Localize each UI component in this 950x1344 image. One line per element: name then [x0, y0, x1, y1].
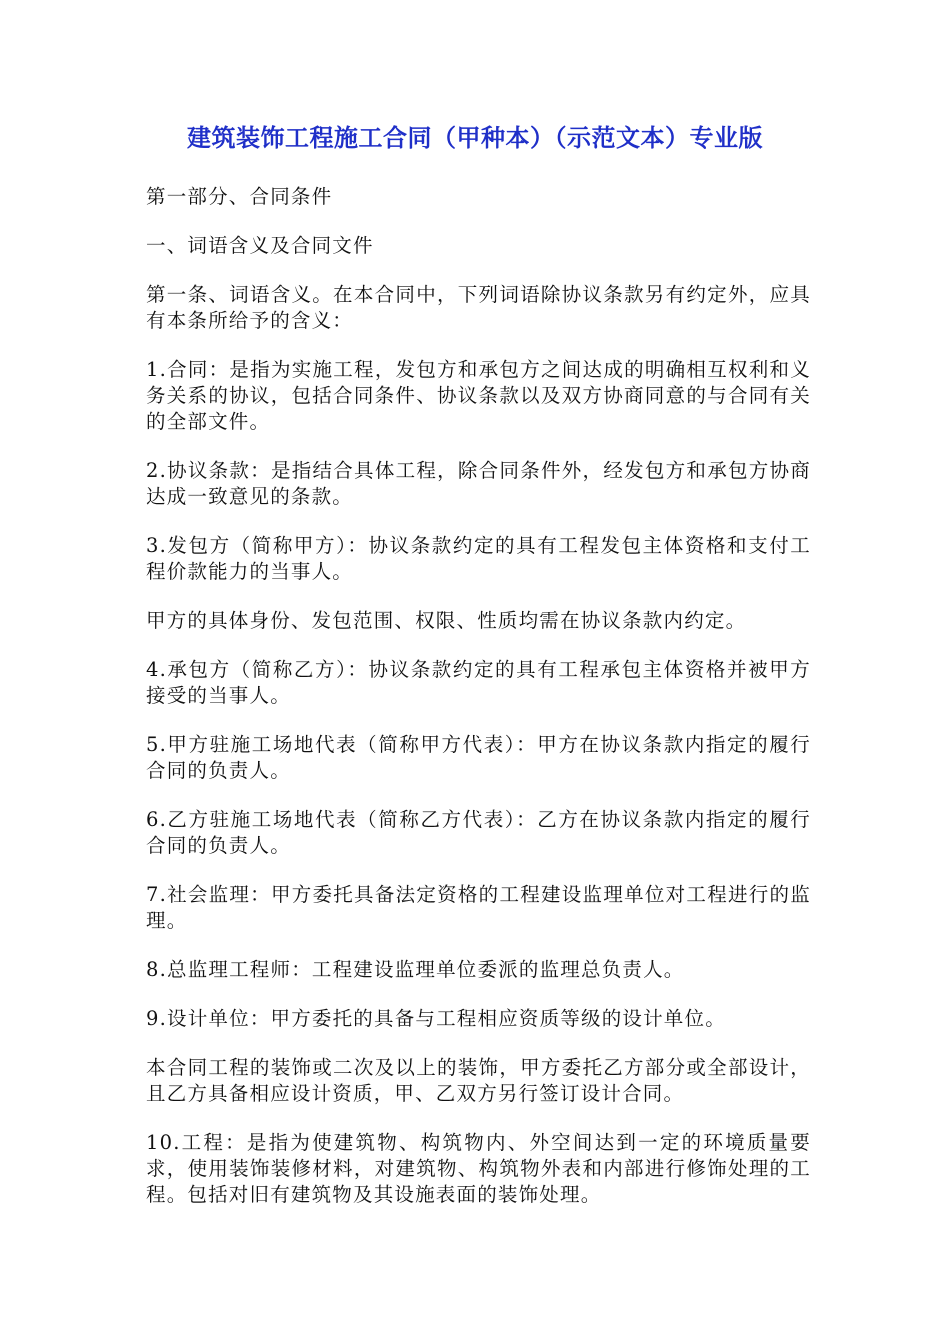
document-body [146, 184, 811, 1231]
definition-item: 5.甲方驻施工场地代表（简称甲方代表）：甲方在协议条款内指定的履行合同的负责人。 [146, 733, 811, 782]
definition-item: 2.协议条款：是指结合具体工程，除合同条件外，经发包方和承包方协商达成一致意见的条款。 [146, 459, 811, 508]
definition-item: 6.乙方驻施工场地代表（简称乙方代表）：乙方在协议条款内指定的履行合同的负责人。 [146, 808, 811, 857]
definition-item: 8.总监理工程师：工程建设监理单位委派的监理总负责人。 [146, 958, 685, 981]
definition-item: 7.社会监理：甲方委托具备法定资格的工程建设监理单位对工程进行的监理。 [146, 883, 811, 932]
definition-item: 3.发包方（简称甲方）：协议条款约定的具有工程发包主体资格和支付工程价款能力的当事人。 [146, 534, 811, 583]
section-heading: 第一部分、合同条件 [146, 185, 333, 208]
article-paragraph: 第一条、词语含义。在本合同中，下列词语除协议条款另有约定外，应具有本条所给予的含义： [146, 283, 811, 332]
definition-item: 4.承包方（简称乙方）：协议条款约定的具有工程承包主体资格并被甲方接受的当事人。 [146, 658, 811, 707]
definition-item: 1.合同：是指为实施工程，发包方和承包方之间达成的明确相互权利和义务关系的协议，包括合同条件、协议条款以及双方协商同意的与合同有关的全部文件。 [146, 358, 811, 433]
definition-item: 10.工程：是指为使建筑物、构筑物内、外空间达到一定的环境质量要求，使用装饰装修材料，对建筑物、构筑物外表和内部进行修饰处理的工程。包括对旧有建筑物及其设施表面的装饰处理。 [146, 1131, 811, 1206]
definition-note: 本合同工程的装饰或二次及以上的装饰，甲方委托乙方部分或全部设计，且乙方具备相应设计资质，甲、乙双方另行签订设计合同。 [146, 1056, 811, 1105]
document-title: 建筑装饰工程施工合同（甲种本）（示范文本）专业版 [187, 124, 763, 152]
definition-note: 甲方的具体身份、发包范围、权限、性质均需在协议条款内约定。 [146, 609, 747, 632]
subsection-heading: 一、词语含义及合同文件 [146, 234, 374, 257]
definition-item: 9.设计单位：甲方委托的具备与工程相应资质等级的设计单位。 [146, 1007, 726, 1030]
